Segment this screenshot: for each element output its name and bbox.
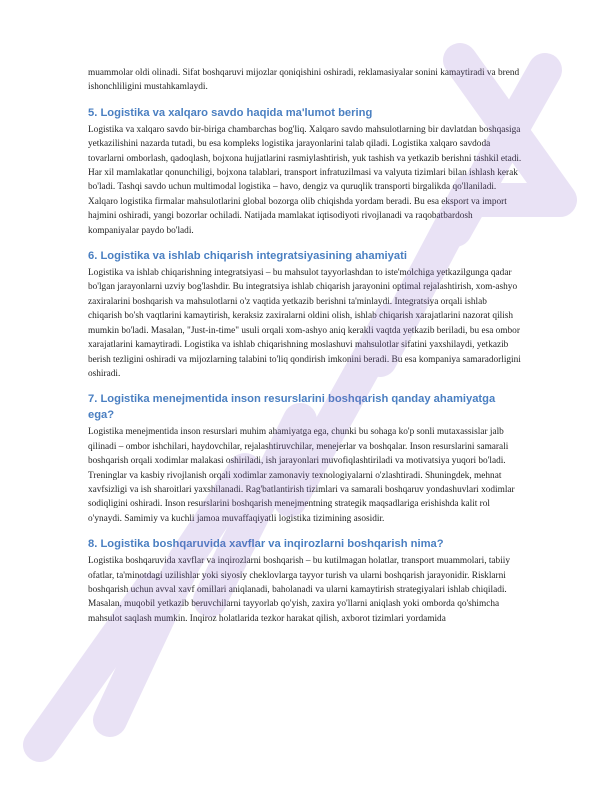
section-8-body: Logistika boshqaruvida xavflar va inqirozlarni boshqarish – bu kutilmagan holatlar, transport muammolari, tabiiy ofatlar, ta'minotdagi uzilishlar yoki siyosiy cheklovlarga tayyor turish va ularni boshqarish jarayonidir. Risklarni boshqarish uchun avval xavf omillari aniqlanadi, baholanadi va ularni kamaytirish strategiyalari ishlab chiqiladi. Masalan, muqobil yetkazib beruvchilarni tayyorlab qo'yish, zaxira yo'llarni aniqlash yoki omborda qo'shimcha mahsulot saqlash mumkin. Inqiroz holatlarida tezkor harakat qilish, axborot tizimlari yordamida — [88, 556, 511, 624]
section-6-heading: 6. Logistika va ishlab chiqarish integratsiyasining ahamiyati — [88, 250, 407, 263]
section-5-body: Logistika va xalqaro savdo bir-biriga chambarchas bog'liq. Xalqaro savdo mahsulotlarning bir davlatdan boshqasiga yetkazilishini nazarda tutadi, bu esa kompleks logistika jarayonlarini talab qiladi. Logistika xalqaro savdoda tovarlarni omborlash, qadoqlash, bojxona hujjatlarini rasmiylashtirish, yuk tashish va yetkazib berishni tashkil etadi. Har xil mamlakatlar qonunchiligi, bojxona talablari, transport infratuzilmasi va valyuta tizimlari bilan ishlash kerak bo'ladi. Tashqi savdo uchun multimodal logistika – havo, dengiz va quruqlik transporti birgalikda qo'llaniladi. Xalqaro logistika firmalar mahsulotlarini global bozorga olib chiqishda yordam beradi. Bu esa eksport va import hajmini oshiradi, yangi bozorlar ochiladi. Natijada mamlakat iqtisodiyoti rivojlanadi va raqobatbardosh kompaniyalar paydo bo'ladi. — [88, 124, 522, 236]
section-7-heading: 7. Logistika menejmentida inson resurslarini boshqarish qanday ahamiyatga ega? — [88, 393, 496, 422]
section-8-heading: 8. Logistika boshqaruvida xavflar va inqirozlarni boshqarish nima? — [88, 538, 444, 551]
intro-paragraph: muammolar oldi olinadi. Sifat boshqaruvi mijozlar qoniqishini oshiradi, reklamasiyalar sonini kamaytiradi va brend ishonchliligini mustahkamlaydi. — [88, 68, 520, 93]
section-7-body: Logistika menejmentida inson resurslari muhim ahamiyatga ega, chunki bu sohaga ko'p sonli mutaxassislar jalb qilinadi – ombor ishchilari, haydovchilar, rejalashtiruvchilar, menejerlar va boshqalar. Inson resurslarini samarali boshqarish orqali xodimlar malakasi oshiriladi, ish jarayonlari muvofiqlashtiriladi va motivatsiya yuqori bo'ladi. Treninglar va kasbiy rivojlanish orqali xodimlar zamonaviy texnologiyalarni o'zlashtiradi. Shuningdek, mehnat xavfsizligi va ish sharoitlari yaxshilanadi. Rag'batlantirish tizimlari va samarali boshqaruv yondashuvlari xodimlar sodiqligini oshiradi. Inson resurslarini boshqarish menejmentning strategik maqsadlariga erishishda kalit rol o'ynaydi. Samimiy va kuchli jamoa muvaffaqiyatli logistika tizimining asosidir. — [88, 427, 515, 524]
document-page — [88, 66, 522, 626]
section-6-body: Logistika va ishlab chiqarishning integratsiyasi – bu mahsulot tayyorlashdan to iste'molchiga yetkazilgunga qadar bo'lgan jarayonlarni uzviy bog'lashdir. Bu integratsiya ishlab chiqarish jarayonini optimal rejalashtirish, xom-ashyo zaxiralarini boshqarish va mahsulotlarni o'z vaqtida yetkazib berishni ta'minlaydi. Integratsiya orqali ishlab chiqarish bo'sh vaqtlarini kamaytirish, keraksiz zaxiralarni oldini olish, ishlab chiqarish xarajatlarini nazorat qilish mumkin bo'ladi. Masalan, "Just-in-time" usuli orqali xom-ashyo aniq kerakli vaqtda yetkazib beriladi, bu esa ombor xarajatlarini kamaytiradi. Logistika va ishlab chiqarishning moslashuvi mahsulotlar sifatini yaxshilaydi, yetkazib berish tezligini oshiradi va mijozlarning talabini to'liq qondirish imkonini beradi. Bu esa kompaniya samaradorligini oshiradi. — [88, 268, 521, 379]
section-5-heading: 5. Logistika va xalqaro savdo haqida ma'lumot bering — [88, 106, 373, 119]
